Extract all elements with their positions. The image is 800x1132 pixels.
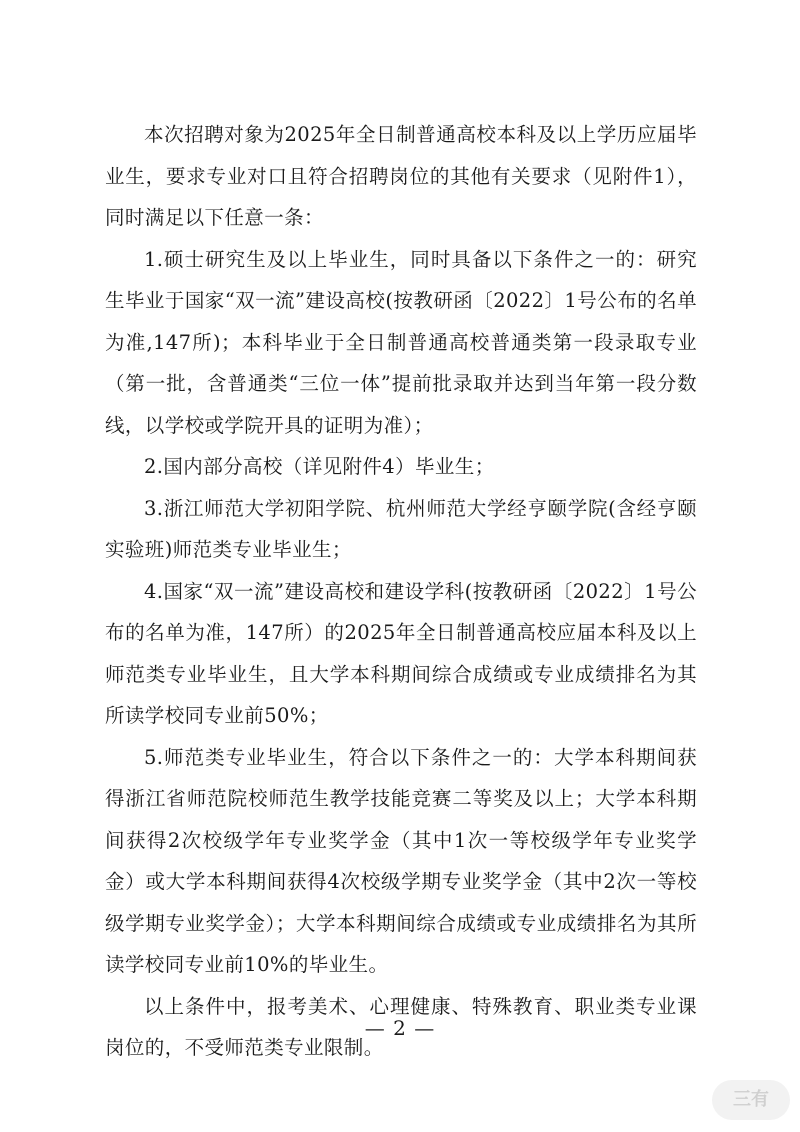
- paragraph-condition-4: 4.国家“双一流”建设高校和建设学科(按教研函〔2022〕1号公布的名单为准，147所）的2025年全日制普通高校应届本科及以上师范类专业毕业生，且大学本科期间综合成绩或专业成绩排名为其所读学校同专业前50%；: [105, 579, 697, 727]
- page-number: — 2 —: [364, 1016, 436, 1040]
- paragraph-intro: 本次招聘对象为2025年全日制普通高校本科及以上学历应届毕业生，要求专业对口且符合招聘岗位的其他有关要求（见附件1），同时满足以下任意一条：: [105, 123, 697, 229]
- paragraph-condition-3: 3.浙江师范大学初阳学院、杭州师范大学经亨颐学院(含经亨颐实验班)师范类专业毕业生；: [105, 496, 697, 561]
- body-text: [105, 114, 697, 1069]
- paragraph-condition-5: 5.师范类专业毕业生，符合以下条件之一的：大学本科期间获得浙江省师范院校师范生教学技能竞赛二等奖及以上；大学本科期间获得2次校级学年专业奖学金（其中1次一等校级学年专业奖学金）或大学本科期间获得4次校级学期专业奖学金（其中2次一等校级学期专业奖学金）；大学本科期间综合成绩或专业成绩排名为其所读学校同专业前10%的毕业生。: [105, 745, 697, 976]
- watermark-logo: 三有: [712, 1080, 790, 1120]
- paragraph-condition-1: 1.硕士研究生及以上毕业生，同时具备以下条件之一的：研究生毕业于国家“双一流”建设高校(按教研函〔2022〕1号公布的名单为准,147所)；本科毕业于全日制普通高校普通类第一段录取专业（第一批，含普通类“三位一体”提前批录取并达到当年第一段分数线，以学校或学院开具的证明为准）；: [105, 247, 697, 437]
- paragraph-note: 以上条件中，报考美术、心理健康、特殊教育、职业类专业课岗位的，不受师范类专业限制。: [105, 994, 697, 1059]
- paragraph-condition-2: 2.国内部分高校（详见附件4）毕业生；: [144, 455, 495, 478]
